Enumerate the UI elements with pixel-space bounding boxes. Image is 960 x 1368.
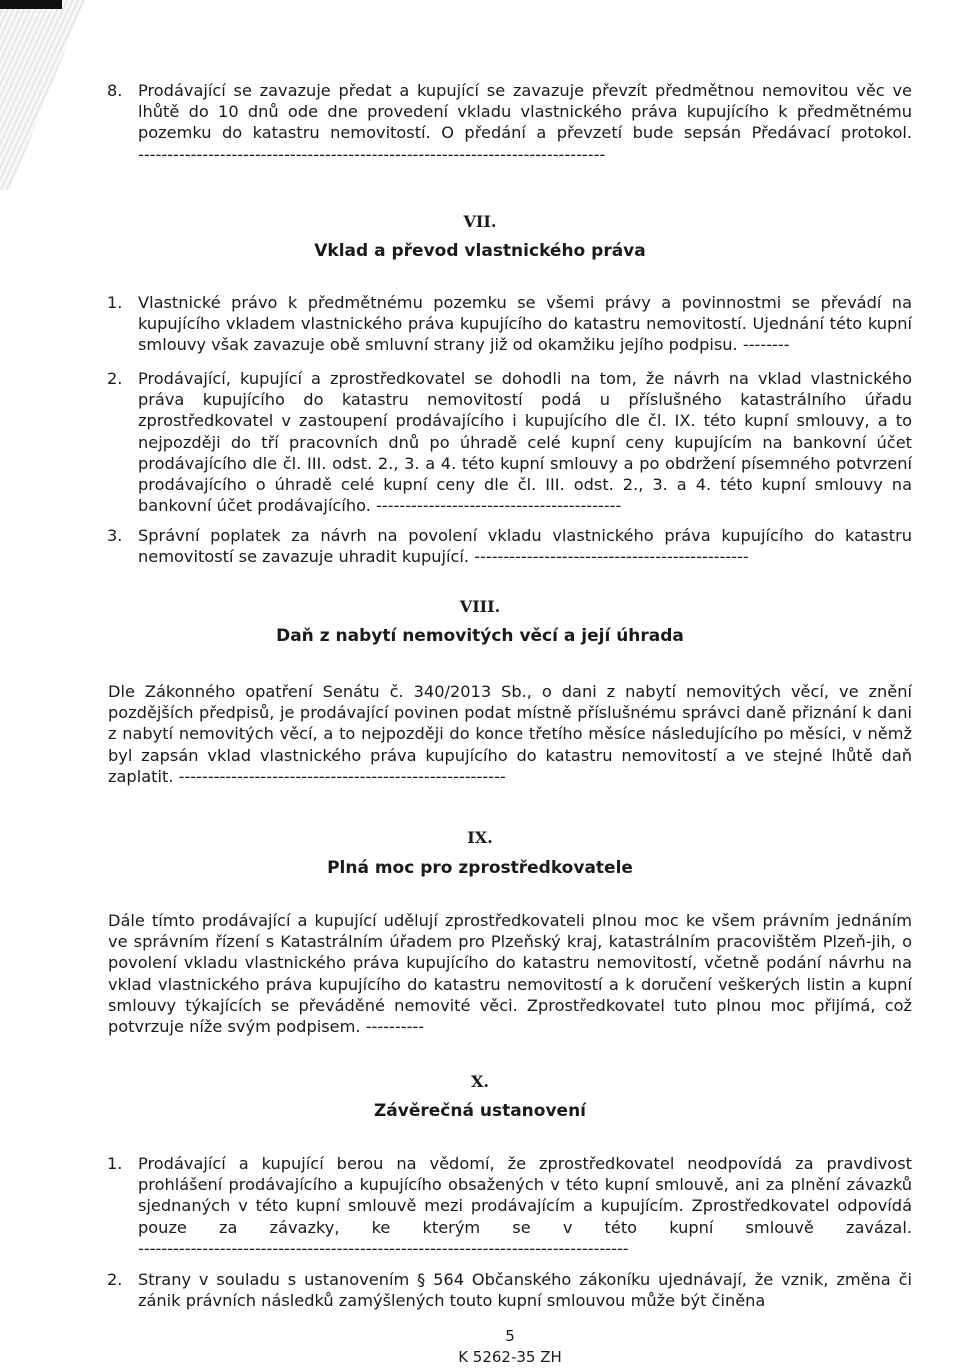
article-9-title: Plná moc pro zprostředkovatele [327,858,633,878]
article-7-point-3-number: 3. [107,526,123,545]
article-10-number: X. [471,1072,489,1091]
clause-8-text [138,80,912,165]
article-9-dash-fill: ---------- [365,1017,425,1037]
article-8-dash-fill: -------------------------------------------------------- [178,766,506,786]
article-7-point-2-dash-fill: ------------------------------------------ [376,496,622,516]
article-9-text [108,910,912,1037]
scan-edge-mark [0,0,62,9]
article-9-body: Dále tímto prodávající a kupující udělují zprostředkovateli plnou moc ke všem právním jednáním ve správním řízení s Katastrálním úřadem pro Plzeňský kraj, katastrálním pracovištěm Plzeň-jih, o povolení vkladu vlastnického práva kupujícího do katastru nemovitostí, včetně podání návrhu na vklad vlastnického práva kupujícího do katastru nemovitostí a k doručení veškerých listin a kupní smlouvy týkajících se převáděné nemovité věci. Zprostředkovatel tuto plnou moc přijímá, což potvrzuje níže svým podpisem. [108,911,912,1037]
article-10-point-1-dash-fill: ------------------------------------------------------------------------------------ [138,1238,629,1258]
article-7-point-3-dash-fill: ----------------------------------------------- [474,547,749,567]
page-number: 5 [505,1327,515,1345]
article-7-point-2-body: Prodávající, kupující a zprostředkovatel se dohodli na tom, že návrh na vklad vlastnického práva kupujícího do katastru nemovitostí podá u příslušného katastrálního úřadu zprostředkovatel v zastoupení prodávajícího i kupujícího dle čl. IX. této kupní smlouvy, a to nejpozději do tří pracovních dnů po úhradě celé kupní ceny kupujícím na bankovní účet prodávajícího dle čl. III. odst. 2., 3. a 4. této kupní smlouvy a po obdržení písemného potvrzení prodávajícího o úhradě celé kupní ceny dle čl. III. odst. 2., 3. a 4. této kupní smlouvy na bankovní účet prodávajícího. [138,369,912,516]
article-10-point-2-number: 2. [107,1270,123,1289]
article-7-point-2-text [138,368,912,516]
article-10-point-1-number: 1. [107,1154,123,1173]
article-7-point-3-text [138,525,912,567]
article-7-point-3-body: Správní poplatek za návrh na povolení vkladu vlastnického práva kupujícího do katastru nemovitostí se zavazuje uhradit kupující. [138,526,912,567]
article-8-text [108,681,912,787]
article-10-point-1-body: Prodávající a kupující berou na vědomí, že zprostředkovatel neodpovídá za pravdivost prohlášení prodávajícího a kupujícího obsažených v této kupní smlouvě, ani za plnění závazků sjednaných v této kupní smlouvě mezi prodávajícím a kupujícím. Zprostředkovatel odpovídá pouze za závazky, ke kterým se v této kupní smlouvě zavázal. [138,1154,912,1237]
clause-8-dash-fill: -------------------------------------------------------------------------------- [138,144,606,164]
article-7-point-1-text [138,292,912,356]
article-8-title: Daň z nabytí nemovitých věcí a její úhrada [276,626,684,646]
scan-edge-artifact [0,0,85,190]
article-7-point-1-body: Vlastnické právo k předmětnému pozemku se všemi právy a povinnostmi se převádí na kupujícího vkladem vlastnického práva kupujícího do katastru nemovitostí. Ujednání této kupní smlouvy však zavazuje obě smluvní strany již od okamžiku jejího podpisu. [138,293,912,355]
article-7-point-1-number: 1. [107,293,123,312]
document-reference: K 5262-35 ZH [458,1348,562,1366]
clause-8-body: Prodávající se zavazuje předat a kupující se zavazuje převzít předmětnou nemovitou věc ve lhůtě do 10 dnů ode dne provedení vkladu vlastnického práva kupujícího k předmětnému pozemku do katastru nemovitostí. O předání a převzetí bude sepsán Předávací protokol. [138,81,912,143]
clause-8-number: 8. [107,81,123,100]
article-7-point-1-dash-fill: -------- [742,335,790,355]
article-7-point-2-number: 2. [107,369,123,388]
article-10-point-1-text [138,1153,912,1259]
article-8-number: VIII. [459,597,501,616]
article-7-number: VII. [463,212,497,231]
article-7-title: Vklad a převod vlastnického práva [314,241,646,261]
article-9-number: IX. [467,828,493,847]
article-8-body: Dle Zákonného opatření Senátu č. 340/2013 Sb., o dani z nabytí nemovitých věcí, ve znění pozdějších předpisů, je prodávající povinen podat místně příslušnému správci daně přiznání k dani z nabytí nemovitých věcí, a to nejpozději do konce třetího měsíce následujícího po měsíci, v němž byl zapsán vklad vlastnického práva kupujícího do katastru nemovitostí a ve stejné lhůtě daň zaplatit. [108,682,912,786]
article-10-title: Závěrečná ustanovení [373,1101,587,1121]
article-10-point-2-text: Strany v souladu s ustanovením § 564 Občanského zákoníku ujednávají, že vznik, změna či zánik právních následků zamýšlených touto kupní smlouvou může být činěna [138,1270,912,1311]
